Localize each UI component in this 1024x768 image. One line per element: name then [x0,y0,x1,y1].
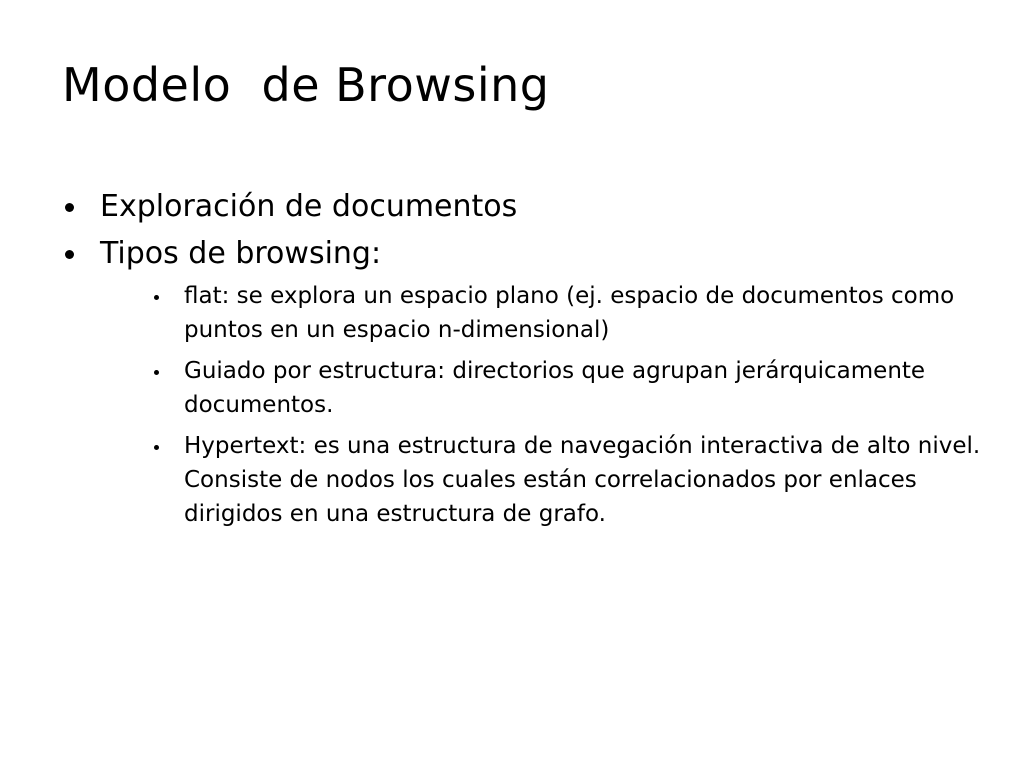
bullet-item [62,230,982,531]
sub-bullet-item [146,429,984,531]
sub-bullet-text: Guiado por estructura: directorios que agrupan jerárquicamente documentos. [184,358,926,418]
sub-bullet-dot-icon [154,295,159,300]
bullet-text: Tipos de browsing: [100,236,382,271]
sub-bullet-dot-icon [154,445,159,450]
sub-bullet-list [100,279,982,531]
sub-bullet-item [146,279,984,347]
sub-bullet-dot-icon [154,370,159,375]
bullet-dot-icon [65,250,74,259]
bullet-text: Exploración de documentos [100,189,518,224]
bullet-list [62,183,982,538]
bullet-item [62,183,982,230]
slide-title: Modelo de Browsing [62,58,550,112]
sub-bullet-text: Hypertext: es una estructura de navegación interactiva de alto nivel. Consiste de nodos los cuales están correlacionados por enlaces dirigidos en una estructura de grafo. [184,433,981,527]
sub-bullet-item [146,354,984,422]
sub-bullet-text: flat: se explora un espacio plano (ej. espacio de documentos como puntos en un espacio n-dimensional) [184,283,955,343]
bullet-dot-icon [65,203,74,212]
